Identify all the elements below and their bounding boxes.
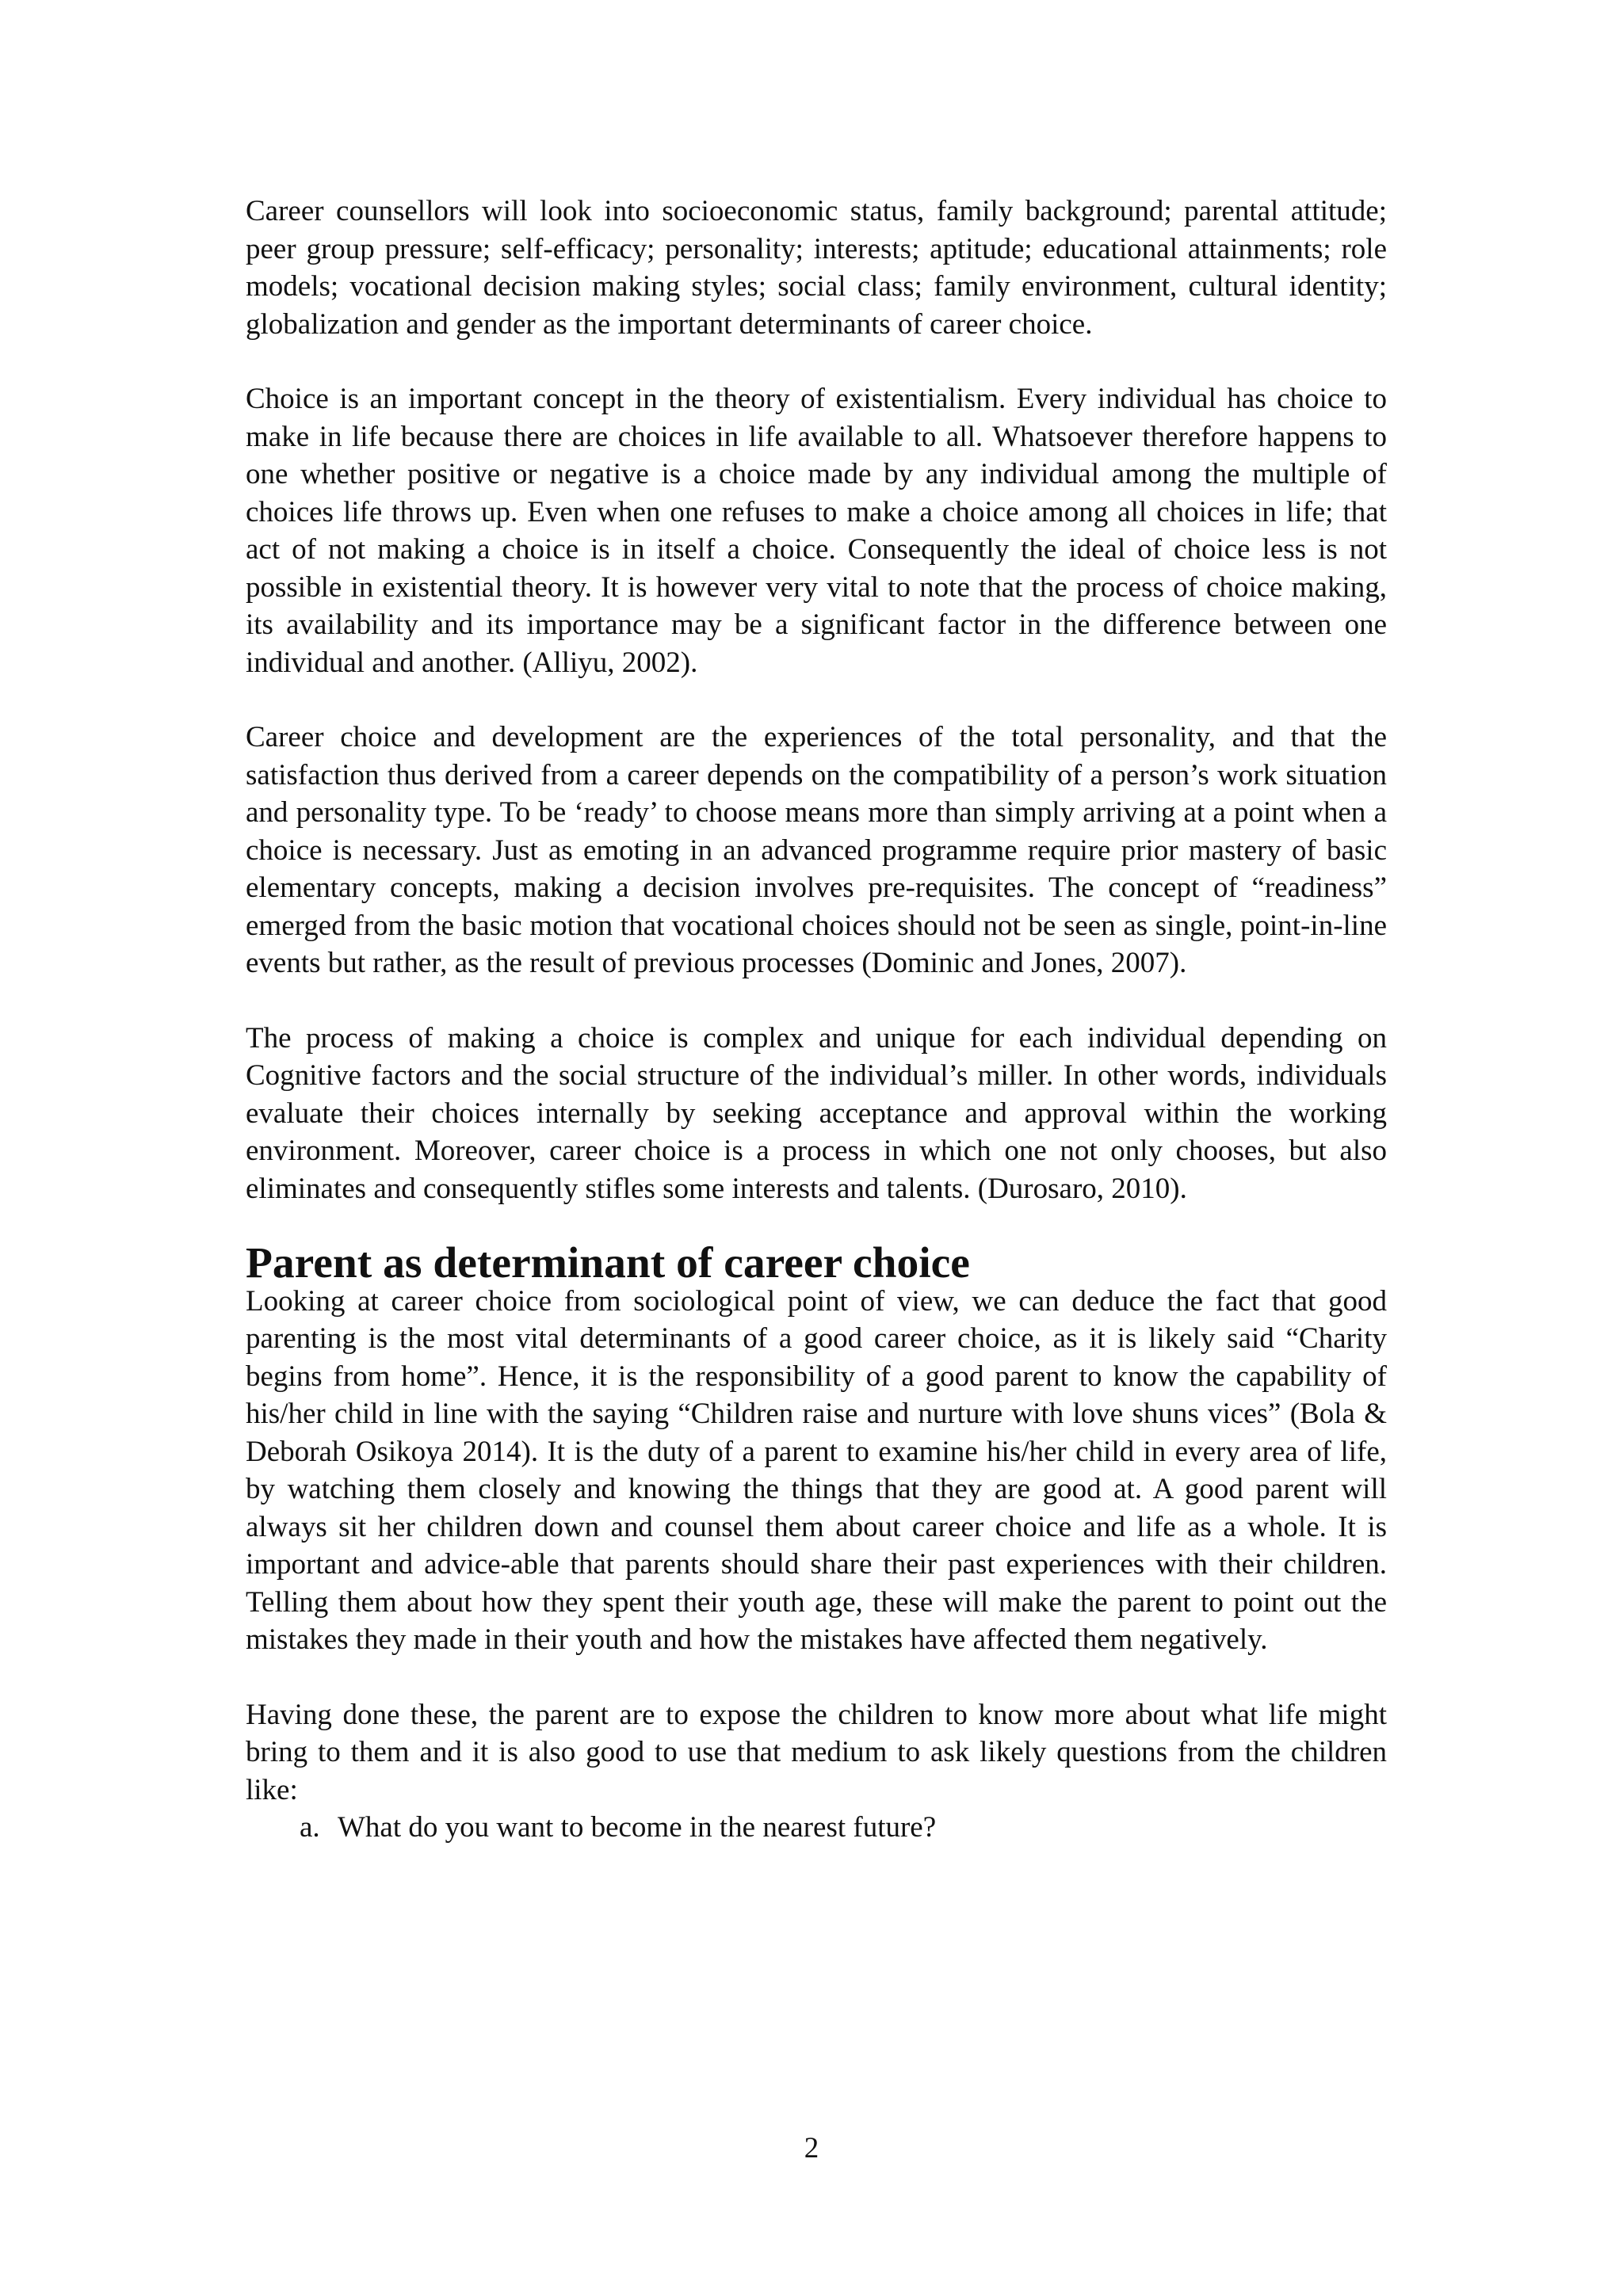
page-number: 2 bbox=[804, 2132, 819, 2164]
list-marker: a. bbox=[300, 1811, 320, 1844]
list-item bbox=[246, 1809, 1387, 1847]
paragraph-choice-process: The process of making a choice is complex and unique for each individual depending on Cognitive factors and the social structure of the individual’s miller. In other words, individuals evaluate their choices internally by seeking acceptance and approval within the working environment. Moreover, career choice is a process in which one not only chooses, but also eliminates and consequently stifles some interests and talents. (Durosaro, 2010). bbox=[246, 1021, 1387, 1205]
paragraph-existentialism: Choice is an important concept in the theory of existentialism. Every individual has choice to make in life because there are choices in life available to all. Whatsoever therefore happens to one whether positive or negative is a choice made by any individual among the multiple of choices life throws up. Even when one refuses to make a choice among all choices in life; that act of not making a choice is in itself a choice. Consequently the ideal of choice less is not possible in existential theory. It is however very vital to note that the process of choice making, its availability and its importance may be a significant factor in the difference between one individual and another. (Alliyu, 2002). bbox=[246, 383, 1387, 679]
paragraph-career-counsellors: Career counsellors will look into socioeconomic status, family background; parental attitude; peer group pressure; self-efficacy; personality; interests; aptitude; educational attainments; role models; vocational decision making styles; social class; family environment, cultural identity; globalization and gender as the important determinants of career choice. bbox=[246, 195, 1387, 341]
paragraph-expose-children: Having done these, the parent are to expose the children to know more about what life might bring to them and it is also good to use that medium to ask likely questions from the children like: bbox=[246, 1698, 1387, 1806]
section-heading: Parent as determinant of career choice bbox=[246, 1239, 970, 1287]
paragraph-parenting: Looking at career choice from sociological point of view, we can deduce the fact that good parenting is the most vital determinants of a good career choice, as it is likely said “Charity begins from home”. Hence, it is the responsibility of a good parent to know the capability of his/her child in line with the saying “Children raise and nurture with love shuns vices” (Bola & Deborah Osikoya 2014). It is the duty of a parent to examine his/her child in every area of life, by watching them closely and knowing the things that they are good at. A good parent will always sit her children down and counsel them about career choice and life as a whole. It is important and advice-able that parents should share their past experiences with their children. Telling them about how they spent their youth age, these will make the parent to point out the mistakes they made in their youth and how the mistakes have affected them negatively. bbox=[246, 1284, 1387, 1656]
paragraph-career-development: Career choice and development are the experiences of the total personality, and that the satisfaction thus derived from a career depends on the compatibility of a person’s work situation and personality type. To be ‘ready’ to choose means more than simply arriving at a point when a choice is necessary. Just as emoting in an advanced programme require prior mastery of basic elementary concepts, making a decision involves pre-requisites. The concept of “readiness” emerged from the basic motion that vocational choices should not be seen as single, point-in-line events but rather, as the result of previous processes (Dominic and Jones, 2007). bbox=[246, 721, 1387, 979]
document-body bbox=[246, 193, 1387, 1847]
question-list bbox=[246, 1809, 1387, 1847]
list-item-text: What do you want to become in the nearest future? bbox=[338, 1811, 937, 1844]
